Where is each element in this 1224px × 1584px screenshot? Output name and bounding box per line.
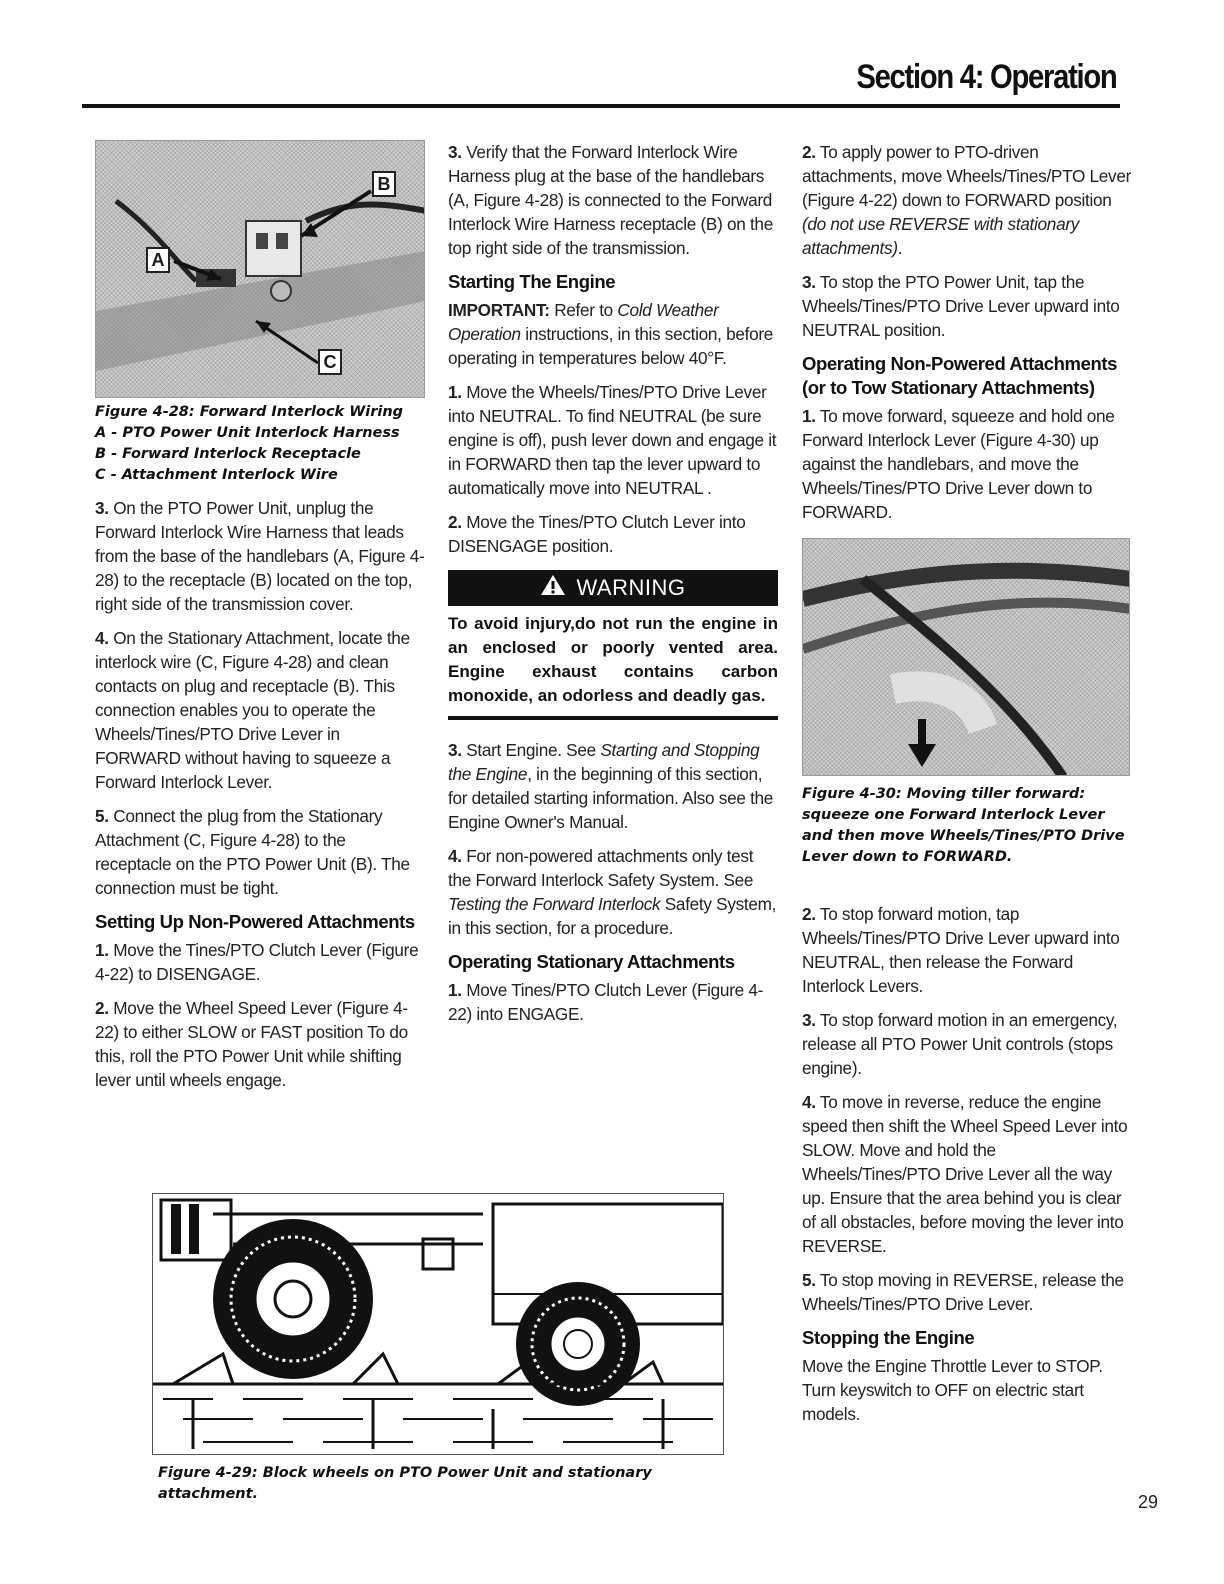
step-paragraph: 4. For non-powered attachments only test the Forward Interlock Safety System. See Testing the Forward Interlock Safety System, in this section, for a procedure. [448,846,777,938]
wheel-blocks-illustration [153,1194,724,1455]
step-paragraph: 4. To move in reverse, reduce the engine speed then shift the Wheel Speed Lever into SLOW. Move and hold the Wheels/Tines/PTO Drive Lever all the way up. Ensure that the area behind you is clear of all obstacles, before moving the lever into REVERSE. [802,1092,1128,1256]
caption-line: A - PTO Power Unit Interlock Harness [95,425,400,441]
section-title: Section 4: Operation [855,58,1116,96]
caption-line: C - Attachment Interlock Wire [95,467,338,483]
step-paragraph: 2. To apply power to PTO-driven attachments, move Wheels/Tines/PTO Lever (Figure 4-22) down to FORWARD position (do not use REVERSE with stationary attachments). [802,142,1132,258]
figure-label-a: A [146,247,170,273]
stopping-paragraph: Move the Engine Throttle Lever to STOP. Turn keyswitch to OFF on electric start models. [802,1356,1103,1424]
figure-4-28-photo [95,140,425,398]
step-paragraph: 1. Move the Wheels/Tines/PTO Drive Lever into NEUTRAL. To find NEUTRAL (be sure engine is off), push lever down and engage it in FORWARD then tap the lever upward to automatically move into NEUTRAL . [448,382,777,498]
page-number: 29 [1138,1492,1159,1512]
step-paragraph: 2. Move the Wheel Speed Lever (Figure 4-22) to either SLOW or FAST position To do this, roll the PTO Power Unit while shifting lever until wheels engage. [95,998,408,1090]
figure-label-b: B [372,171,396,197]
warning-text: To avoid injury,do not run the engine in an enclosed or poorly vented area. Engine exhaust contains carbon monoxide, an odorless and deadly gas. [448,606,778,720]
step-paragraph: 3. Start Engine. See Starting and Stopping the Engine, in the beginning of this section, for detailed starting information. Also see the Engine Owner's Manual. [448,740,774,832]
step-paragraph: 2. To stop forward motion, tap Wheels/Tines/PTO Drive Lever upward into NEUTRAL, then release the Forward Interlock Levers. [802,904,1120,996]
warning-box [448,570,778,720]
page-header [82,58,1120,108]
step-paragraph: 1. Move the Tines/PTO Clutch Lever (Figure 4-22) to DISENGAGE. [95,940,419,984]
warning-triangle-icon [540,574,566,602]
figure-4-29-drawing [152,1193,724,1455]
figure-4-30-caption: Figure 4-30: Moving tiller forward: squeeze one Forward Interlock Lever and then move Wheels/Tines/PTO Drive Lever down to FORWARD. [802,786,1125,865]
step-paragraph: 3. On the PTO Power Unit, unplug the Forward Interlock Wire Harness that leads from the base of the handlebars (A, Figure 4-28) to the receptacle (B) located on the top, right side of the transmission cover. [95,498,425,614]
figure-4-30-photo [802,538,1130,776]
step-paragraph: 3. To stop forward motion in an emergency, release all PTO Power Unit controls (stops engine). [802,1010,1118,1078]
subheading-stopping-engine: Stopping the Engine [802,1327,975,1348]
step-paragraph: 3. Verify that the Forward Interlock Wire Harness plug at the base of the handlebars (A, Figure 4-28) is connected to the Forward Interlock Wire Harness receptacle (B) on the top right side of the transmission. [448,142,773,258]
caption-line: Figure 4-28: Forward Interlock Wiring [95,404,404,420]
warning-header [448,570,778,606]
figure-label-c: C [318,349,342,375]
step-paragraph: 5. To stop moving in REVERSE, release the Wheels/Tines/PTO Drive Lever. [802,1270,1124,1314]
subheading-non-powered-operating: Operating Non-Powered Attachments (or to Tow Stationary Attachments) [802,353,1118,398]
step-paragraph: 1. To move forward, squeeze and hold one Forward Interlock Lever (Figure 4-30) up against the handlebars, and move the Wheels/Tines/PTO Drive Lever down to FORWARD. [802,406,1115,522]
subheading-non-powered-setup: Setting Up Non-Powered Attachments [95,911,415,932]
figure-4-28-caption [95,402,425,486]
column-right [802,140,1132,1436]
caption-line: B - Forward Interlock Receptacle [95,446,361,462]
figure-4-29-caption: Figure 4-29: Block wheels on PTO Power Unit and stationary attachment. [158,1465,652,1502]
column-left [95,140,425,1102]
tiller-handle-illustration [803,539,1130,776]
step-paragraph: 2. Move the Tines/PTO Clutch Lever into DISENGAGE position. [448,512,746,556]
column-middle [448,140,780,1036]
warning-title: WARNING [576,575,686,600]
step-paragraph: 5. Connect the plug from the Stationary Attachment (C, Figure 4-28) to the receptacle on the PTO Power Unit (B). The connection must be tight. [95,806,410,898]
step-paragraph: 1. Move Tines/PTO Clutch Lever (Figure 4-22) into ENGAGE. [448,980,764,1024]
step-paragraph: 3. To stop the PTO Power Unit, tap the Wheels/Tines/PTO Drive Lever upward into NEUTRAL position. [802,272,1120,340]
subheading-starting-engine: Starting The Engine [448,271,616,292]
subheading-stationary-attachments: Operating Stationary Attachments [448,951,735,972]
important-note: IMPORTANT: Refer to Cold Weather Operation instructions, in this section, before operating in temperatures below 40°F. [448,300,774,368]
step-paragraph: 4. On the Stationary Attachment, locate the interlock wire (C, Figure 4-28) and clean contacts on plug and receptacle (B). This connection enables you to operate the Wheels/Tines/PTO Drive Lever in FORWARD without having to squeeze a Forward Interlock Lever. [95,628,410,792]
